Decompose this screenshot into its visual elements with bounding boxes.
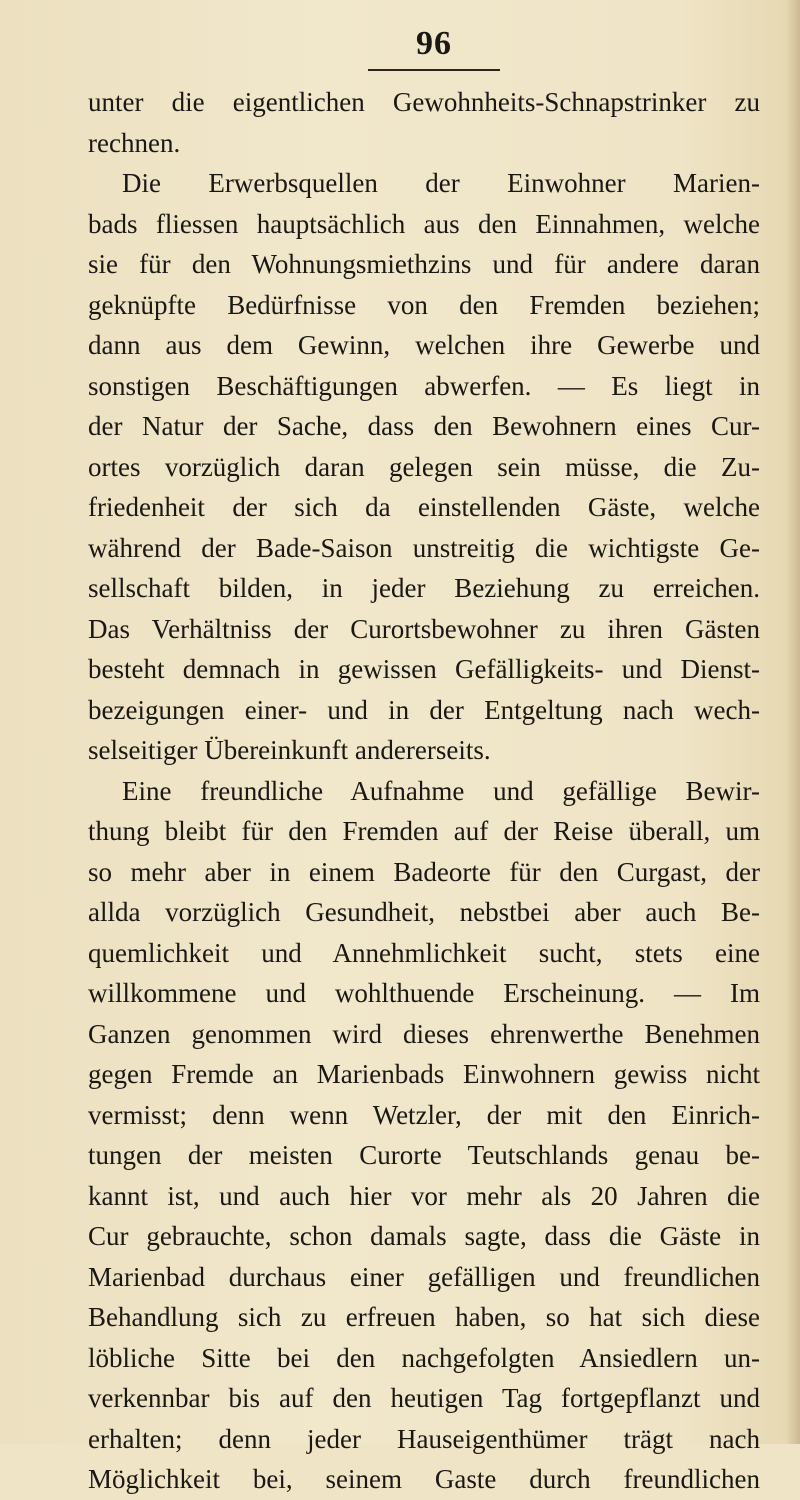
header-rule <box>368 69 500 71</box>
text-line: Das Verhältniss der Curortsbewohner zu ihren Gästen <box>88 613 760 644</box>
text-line: erhalten; denn jeder Hauseigenthümer trägt nach <box>88 1423 760 1454</box>
text-line: besteht demnach in gewissen Gefälligkeits- und Dienst- <box>88 654 760 684</box>
text-line: ortes vorzüglich daran gelegen sein müsse, die Zu- <box>88 451 760 482</box>
text-line: unter die eigentlichen Gewohnheits-Schnapstrinker zu <box>88 87 760 117</box>
text-line: kannt ist, und auch hier vor mehr als 20 Jahren die <box>88 1180 760 1211</box>
text-line: quemlichkeit und Annehmlichkeit sucht, stets eine <box>88 937 760 968</box>
text-line: selseitiger Übereinkunft andererseits. <box>88 735 491 765</box>
text-line: verkennbar bis auf den heutigen Tag fortgepflanzt und <box>88 1383 760 1413</box>
text-line: friedenheit der sich da einstellenden Gäste, welche <box>88 492 760 522</box>
text-line: bezeigungen einer- und in der Entgeltung nach wech- <box>88 694 760 725</box>
text-line: sonstigen Beschäftigungen abwerfen. — Es liegt in <box>88 370 760 401</box>
text-line: während der Bade-Saison unstreitig die wichtigste Ge- <box>88 532 760 563</box>
text-line: tungen der meisten Curorte Teutschlands genau be- <box>88 1140 760 1170</box>
body-text <box>88 82 760 1500</box>
text-line: vermisst; denn wenn Wetzler, der mit den Einrich- <box>88 1099 760 1130</box>
text-line: so mehr aber in einem Badeorte für den Curgast, der <box>88 856 760 887</box>
text-line: Marienbad durchaus einer gefälligen und freundlichen <box>88 1261 760 1292</box>
text-line: Möglichkeit bei, seinem Gaste durch freundlichen <box>88 1464 760 1494</box>
text-line: allda vorzüglich Gesundheit, nebstbei aber auch Be- <box>88 897 760 927</box>
text-line: rechnen. <box>88 127 181 158</box>
text-line: Ganzen genommen wird dieses ehrenwerthe Benehmen <box>88 1018 760 1049</box>
text-line: Behandlung sich zu erfreuen haben, so hat sich diese <box>88 1302 760 1332</box>
text-line: dann aus dem Gewinn, welchen ihre Gewerbe und <box>88 330 760 360</box>
text-line: der Natur der Sache, dass den Bewohnern eines Cur- <box>88 411 760 441</box>
text-line: Die Erwerbsquellen der Einwohner Marien- <box>122 168 760 198</box>
page-number: 96 <box>416 25 452 62</box>
text-line: willkommene und wohlthuende Erscheinung. — Im <box>88 978 760 1008</box>
text-line: bads fliessen hauptsächlich aus den Einnahmen, welche <box>88 208 760 239</box>
text-line: thung bleibt für den Fremden auf der Reise überall, um <box>88 816 760 846</box>
page-edge-shadow <box>786 0 800 1444</box>
text-line: löbliche Sitte bei den nachgefolgten Ansiedlern un- <box>88 1342 760 1373</box>
text-line: Eine freundliche Aufnahme und gefällige Bewir- <box>122 775 760 806</box>
text-line: geknüpfte Bedürfnisse von den Fremden beziehen; <box>88 289 760 320</box>
text-line: sie für den Wohnungsmiethzins und für andere daran <box>88 249 760 279</box>
text-line: gegen Fremde an Marienbads Einwohnern gewiss nicht <box>88 1059 760 1089</box>
text-line: sellschaft bilden, in jeder Beziehung zu erreichen. <box>88 573 760 603</box>
text-line: Cur gebrauchte, schon damals sagte, dass die Gäste in <box>88 1221 760 1251</box>
